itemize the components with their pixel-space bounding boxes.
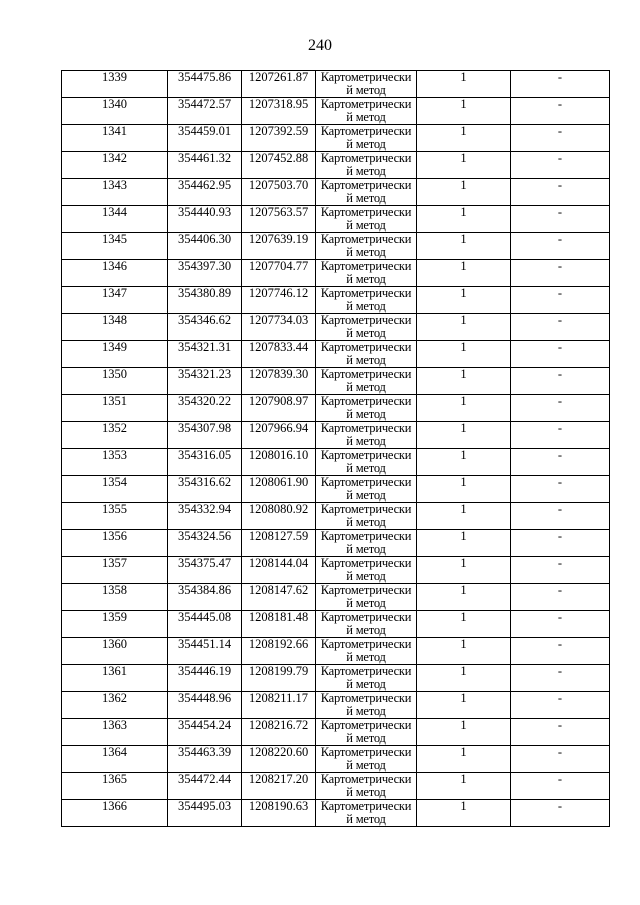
x-coordinate-cell: 354472.44 [168,773,242,800]
y-coordinate-cell: 1208190.63 [242,800,316,827]
table-row [62,530,610,557]
note-cell: - [511,692,610,719]
method-text-line2: й метод [346,245,386,259]
y-coordinate-cell: 1207746.12 [242,287,316,314]
note-cell: - [511,368,610,395]
point-number-cell: 1344 [62,206,168,233]
table-row [62,692,610,719]
note-cell: - [511,557,610,584]
x-coordinate-cell: 354321.23 [168,368,242,395]
note-cell: - [511,665,610,692]
count-cell: 1 [417,719,511,746]
x-coordinate-cell: 354375.47 [168,557,242,584]
count-cell: 1 [417,800,511,827]
y-coordinate-cell: 1207839.30 [242,368,316,395]
x-coordinate-cell: 354316.05 [168,449,242,476]
method-text-line1: Картометрически [320,610,412,624]
table-row [62,449,610,476]
method-cell [316,179,417,206]
method-cell [316,557,417,584]
count-cell: 1 [417,368,511,395]
count-cell: 1 [417,125,511,152]
point-number-cell: 1358 [62,584,168,611]
note-cell: - [511,800,610,827]
method-cell [316,341,417,368]
y-coordinate-cell: 1207833.44 [242,341,316,368]
y-coordinate-cell: 1207318.95 [242,98,316,125]
method-text-line2: й метод [346,461,386,475]
note-cell: - [511,341,610,368]
y-coordinate-cell: 1207392.59 [242,125,316,152]
table-row [62,71,610,98]
method-text-line1: Картометрически [320,772,412,786]
method-cell [316,773,417,800]
y-coordinate-cell: 1208127.59 [242,530,316,557]
coordinates-table [61,70,610,827]
table-row [62,503,610,530]
method-cell [316,719,417,746]
count-cell: 1 [417,341,511,368]
y-coordinate-cell: 1207261.87 [242,71,316,98]
x-coordinate-cell: 354463.39 [168,746,242,773]
y-coordinate-cell: 1208061.90 [242,476,316,503]
count-cell: 1 [417,449,511,476]
table-row [62,179,610,206]
method-text-line1: Картометрически [320,70,412,84]
point-number-cell: 1352 [62,422,168,449]
table-row [62,476,610,503]
note-cell: - [511,98,610,125]
note-cell: - [511,125,610,152]
table-row [62,314,610,341]
method-text-line1: Картометрически [320,664,412,678]
table-row [62,638,610,665]
point-number-cell: 1340 [62,98,168,125]
method-cell [316,449,417,476]
note-cell: - [511,233,610,260]
method-text-line2: й метод [346,623,386,637]
method-text-line2: й метод [346,353,386,367]
method-text-line1: Картометрически [320,340,412,354]
count-cell: 1 [417,314,511,341]
x-coordinate-cell: 354307.98 [168,422,242,449]
x-coordinate-cell: 354459.01 [168,125,242,152]
count-cell: 1 [417,530,511,557]
method-cell [316,746,417,773]
method-text-line1: Картометрически [320,97,412,111]
y-coordinate-cell: 1208181.48 [242,611,316,638]
x-coordinate-cell: 354321.31 [168,341,242,368]
table-row [62,152,610,179]
method-text-line1: Картометрически [320,205,412,219]
note-cell: - [511,638,610,665]
point-number-cell: 1359 [62,611,168,638]
x-coordinate-cell: 354380.89 [168,287,242,314]
x-coordinate-cell: 354316.62 [168,476,242,503]
count-cell: 1 [417,98,511,125]
x-coordinate-cell: 354451.14 [168,638,242,665]
y-coordinate-cell: 1207639.19 [242,233,316,260]
x-coordinate-cell: 354397.30 [168,260,242,287]
method-text-line1: Картометрически [320,691,412,705]
note-cell: - [511,179,610,206]
method-text-line2: й метод [346,110,386,124]
x-coordinate-cell: 354446.19 [168,665,242,692]
method-text-line1: Картометрически [320,259,412,273]
point-number-cell: 1349 [62,341,168,368]
method-text-line2: й метод [346,542,386,556]
method-text-line2: й метод [346,434,386,448]
method-cell [316,476,417,503]
table-row [62,395,610,422]
point-number-cell: 1360 [62,638,168,665]
method-text-line1: Картометрически [320,178,412,192]
table-row [62,233,610,260]
method-cell [316,638,417,665]
method-cell [316,584,417,611]
count-cell: 1 [417,260,511,287]
table-row [62,341,610,368]
point-number-cell: 1365 [62,773,168,800]
y-coordinate-cell: 1208016.10 [242,449,316,476]
count-cell: 1 [417,557,511,584]
method-text-line1: Картометрически [320,232,412,246]
method-cell [316,287,417,314]
method-text-line2: й метод [346,677,386,691]
x-coordinate-cell: 354346.62 [168,314,242,341]
method-text-line2: й метод [346,407,386,421]
method-cell [316,422,417,449]
table-row [62,773,610,800]
method-text-line2: й метод [346,488,386,502]
count-cell: 1 [417,503,511,530]
note-cell: - [511,476,610,503]
point-number-cell: 1357 [62,557,168,584]
note-cell: - [511,71,610,98]
method-text-line2: й метод [346,515,386,529]
x-coordinate-cell: 354462.95 [168,179,242,206]
y-coordinate-cell: 1207734.03 [242,314,316,341]
method-text-line2: й метод [346,704,386,718]
point-number-cell: 1350 [62,368,168,395]
x-coordinate-cell: 354454.24 [168,719,242,746]
table-row [62,98,610,125]
x-coordinate-cell: 354448.96 [168,692,242,719]
y-coordinate-cell: 1208192.66 [242,638,316,665]
method-text-line2: й метод [346,380,386,394]
table-row [62,746,610,773]
table-row [62,584,610,611]
y-coordinate-cell: 1207966.94 [242,422,316,449]
method-cell [316,800,417,827]
x-coordinate-cell: 354332.94 [168,503,242,530]
point-number-cell: 1339 [62,71,168,98]
count-cell: 1 [417,422,511,449]
count-cell: 1 [417,287,511,314]
count-cell: 1 [417,773,511,800]
x-coordinate-cell: 354440.93 [168,206,242,233]
count-cell: 1 [417,206,511,233]
point-number-cell: 1355 [62,503,168,530]
method-text-line2: й метод [346,731,386,745]
point-number-cell: 1346 [62,260,168,287]
page-number: 240 [308,37,332,54]
point-number-cell: 1351 [62,395,168,422]
x-coordinate-cell: 354461.32 [168,152,242,179]
note-cell: - [511,422,610,449]
note-cell: - [511,152,610,179]
table-row [62,611,610,638]
point-number-cell: 1364 [62,746,168,773]
method-text-line1: Картометрически [320,286,412,300]
y-coordinate-cell: 1208147.62 [242,584,316,611]
method-text-line1: Картометрически [320,367,412,381]
method-text-line2: й метод [346,569,386,583]
y-coordinate-cell: 1208080.92 [242,503,316,530]
method-text-line1: Картометрически [320,151,412,165]
point-number-cell: 1341 [62,125,168,152]
count-cell: 1 [417,692,511,719]
y-coordinate-cell: 1207563.57 [242,206,316,233]
count-cell: 1 [417,746,511,773]
x-coordinate-cell: 354320.22 [168,395,242,422]
method-text-line2: й метод [346,83,386,97]
method-cell [316,530,417,557]
point-number-cell: 1353 [62,449,168,476]
note-cell: - [511,449,610,476]
note-cell: - [511,395,610,422]
count-cell: 1 [417,584,511,611]
method-text-line2: й метод [346,218,386,232]
y-coordinate-cell: 1208144.04 [242,557,316,584]
method-cell [316,314,417,341]
method-cell [316,260,417,287]
point-number-cell: 1347 [62,287,168,314]
method-text-line1: Картометрически [320,421,412,435]
method-text-line2: й метод [346,164,386,178]
point-number-cell: 1354 [62,476,168,503]
method-text-line1: Картометрически [320,502,412,516]
method-text-line1: Картометрически [320,475,412,489]
method-text-line1: Картометрически [320,583,412,597]
method-text-line1: Картометрически [320,637,412,651]
method-cell [316,611,417,638]
table-row [62,557,610,584]
point-number-cell: 1342 [62,152,168,179]
note-cell: - [511,503,610,530]
y-coordinate-cell: 1208199.79 [242,665,316,692]
method-text-line2: й метод [346,785,386,799]
y-coordinate-cell: 1207908.97 [242,395,316,422]
method-cell [316,125,417,152]
point-number-cell: 1345 [62,233,168,260]
table-row [62,287,610,314]
note-cell: - [511,746,610,773]
coordinates-table-body [62,71,610,827]
x-coordinate-cell: 354472.57 [168,98,242,125]
method-text-line2: й метод [346,812,386,826]
method-text-line2: й метод [346,299,386,313]
x-coordinate-cell: 354384.86 [168,584,242,611]
note-cell: - [511,530,610,557]
table-row [62,125,610,152]
table-row [62,206,610,233]
y-coordinate-cell: 1207704.77 [242,260,316,287]
note-cell: - [511,287,610,314]
point-number-cell: 1343 [62,179,168,206]
method-text-line1: Картометрически [320,799,412,813]
method-cell [316,503,417,530]
table-row [62,800,610,827]
method-text-line1: Картометрически [320,556,412,570]
y-coordinate-cell: 1208217.20 [242,773,316,800]
method-text-line2: й метод [346,650,386,664]
note-cell: - [511,773,610,800]
x-coordinate-cell: 354406.30 [168,233,242,260]
point-number-cell: 1366 [62,800,168,827]
count-cell: 1 [417,179,511,206]
x-coordinate-cell: 354324.56 [168,530,242,557]
count-cell: 1 [417,638,511,665]
count-cell: 1 [417,395,511,422]
method-text-line1: Картометрически [320,394,412,408]
method-text-line1: Картометрически [320,745,412,759]
method-cell [316,71,417,98]
count-cell: 1 [417,152,511,179]
note-cell: - [511,584,610,611]
note-cell: - [511,260,610,287]
point-number-cell: 1361 [62,665,168,692]
y-coordinate-cell: 1208216.72 [242,719,316,746]
table-row [62,260,610,287]
y-coordinate-cell: 1208211.17 [242,692,316,719]
point-number-cell: 1363 [62,719,168,746]
note-cell: - [511,611,610,638]
method-text-line2: й метод [346,758,386,772]
x-coordinate-cell: 354445.08 [168,611,242,638]
y-coordinate-cell: 1208220.60 [242,746,316,773]
method-text-line1: Картометрически [320,718,412,732]
method-cell [316,692,417,719]
method-cell [316,233,417,260]
method-text-line1: Картометрически [320,448,412,462]
method-cell [316,152,417,179]
x-coordinate-cell: 354475.86 [168,71,242,98]
table-row [62,719,610,746]
method-cell [316,98,417,125]
method-text-line2: й метод [346,191,386,205]
point-number-cell: 1362 [62,692,168,719]
table-row [62,422,610,449]
count-cell: 1 [417,233,511,260]
table-row [62,665,610,692]
count-cell: 1 [417,476,511,503]
method-cell [316,395,417,422]
method-text-line2: й метод [346,596,386,610]
count-cell: 1 [417,665,511,692]
method-cell [316,206,417,233]
note-cell: - [511,314,610,341]
note-cell: - [511,719,610,746]
point-number-cell: 1348 [62,314,168,341]
note-cell: - [511,206,610,233]
y-coordinate-cell: 1207452.88 [242,152,316,179]
method-text-line2: й метод [346,272,386,286]
table-row [62,368,610,395]
method-text-line2: й метод [346,326,386,340]
count-cell: 1 [417,71,511,98]
method-text-line2: й метод [346,137,386,151]
point-number-cell: 1356 [62,530,168,557]
method-cell [316,368,417,395]
method-text-line1: Картометрически [320,124,412,138]
method-text-line1: Картометрически [320,313,412,327]
x-coordinate-cell: 354495.03 [168,800,242,827]
y-coordinate-cell: 1207503.70 [242,179,316,206]
method-cell [316,665,417,692]
count-cell: 1 [417,611,511,638]
method-text-line1: Картометрически [320,529,412,543]
